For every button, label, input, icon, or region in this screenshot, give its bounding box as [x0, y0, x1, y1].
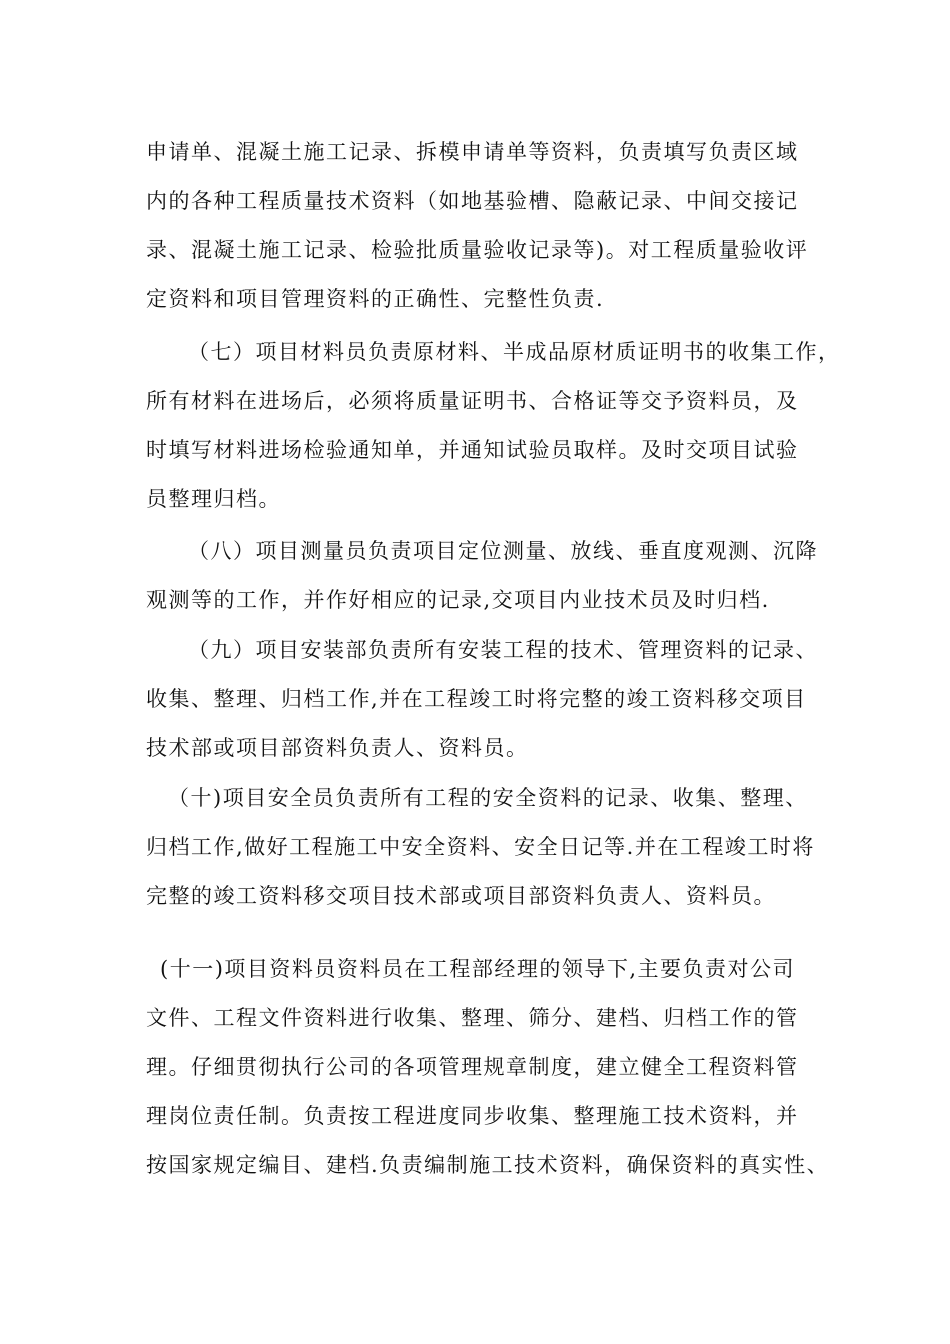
- text-line: 所有材料在进场后，必须将质量证明书、合格证等交予资料员，及: [146, 389, 799, 413]
- text-line: 技术部或项目部资料负责人、资料员。: [146, 736, 529, 760]
- text-line: 收集、整理、归档工作,并在工程竣工时将完整的竣工资料移交项目: [146, 687, 807, 711]
- paragraph-7-start: （七）项目材料员负责原材料、半成品原材质证明书的收集工作，: [188, 340, 841, 364]
- text-line: 理。仔细贯彻执行公司的各项管理规章制度，建立健全工程资料管: [146, 1055, 799, 1079]
- text-line: 申请单、混凝土施工记录、拆模申请单等资料，负责填写负责区域: [146, 140, 799, 164]
- text-line: 时填写材料进场检验通知单，并通知试验员取样。及时交项目试验: [146, 438, 799, 462]
- text-line: 内的各种工程质量技术资料（如地基验槽、隐蔽记录、中间交接记: [146, 189, 799, 213]
- text-line: 观测等的工作，并作好相应的记录,交项目内业技术员及时归档.: [146, 588, 770, 612]
- paragraph-8-start: （八）项目测量员负责项目定位测量、放线、垂直度观测、沉降: [188, 539, 818, 563]
- paragraph-11-start: (十一)项目资料员资料员在工程部经理的领导下,主要负责对公司: [160, 957, 796, 981]
- text-line: 录、混凝土施工记录、检验批质量验收记录等)。对工程质量验收评: [146, 238, 809, 262]
- text-line: 理岗位责任制。负责按工程进度同步收集、整理施工技术资料，并: [146, 1104, 799, 1128]
- text-line: 员整理归档。: [146, 487, 281, 511]
- paragraph-9-start: （九）项目安装部负责所有安装工程的技术、管理资料的记录、: [188, 638, 818, 662]
- text-line: 完整的竣工资料移交项目技术部或项目部资料负责人、资料员。: [146, 884, 776, 908]
- text-line: 按国家规定编目、建档.负责编制施工技术资料，确保资料的真实性、: [146, 1153, 830, 1177]
- text-line: 归档工作,做好工程施工中安全资料、安全日记等.并在工程竣工时将: [146, 835, 815, 859]
- text-line: 文件、工程文件资料进行收集、整理、筛分、建档、归档工作的管: [146, 1006, 799, 1030]
- paragraph-10-start: （十)项目安全员负责所有工程的安全资料的记录、收集、整理、: [168, 786, 808, 810]
- text-line: 定资料和项目管理资料的正确性、完整性负责.: [146, 287, 605, 311]
